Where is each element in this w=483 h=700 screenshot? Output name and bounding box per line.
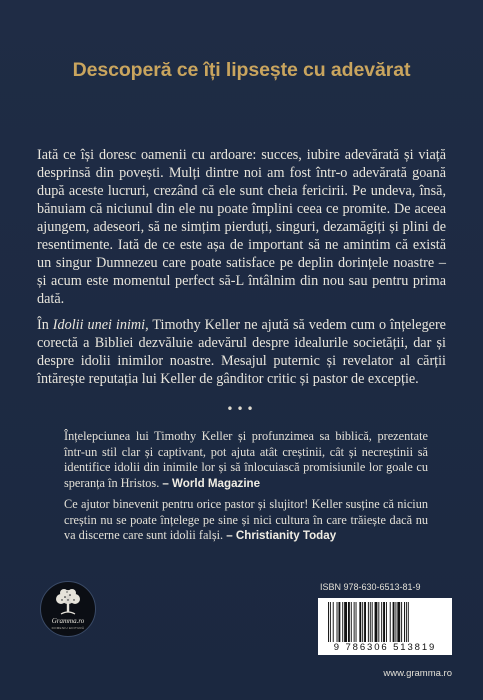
headline: Descoperă ce îți lipsește cu adevărat <box>72 59 411 81</box>
quote-1-source: – World Magazine <box>162 476 261 490</box>
barcode-bar <box>351 602 352 642</box>
book-title: Idolii unei inimi <box>52 317 146 333</box>
paragraph-2-prefix: În <box>37 317 53 333</box>
publisher-website: www.gramma.ro <box>383 668 452 679</box>
quote-1-text: Înțelepciunea lui Timothy Keller și profunzimea sa biblică, prezentate într-un stil clar și captivant, pot ajuta atât creștinii, cât și necreștinii să identifice idolii din inimile lor și să înlocuiască promisiunile lor goale cu speranța în Hristos. <box>64 429 428 490</box>
barcode-bar <box>395 602 396 642</box>
isbn-label: ISBN 978-630-6513-81-9 <box>320 582 421 592</box>
barcode-digits: 9 786306 513819 <box>333 642 437 653</box>
quote-2-text: Ce ajutor binevenit pentru orice pastor și slujitor! Keller susține că niciun creștin nu se poate înțelege pe sine și nici cultura în care trăiește dacă nu va discerne care sunt idolii falși. <box>64 497 428 542</box>
barcode-bar <box>364 602 366 642</box>
publisher-logo-tagline: DOMENIU EDITURĂ <box>51 626 85 630</box>
paragraph-2-rest: , Timothy Keller ne ajută să vedem cum o înțelegere corectă a Bibliei dezvăluie adevărul despre idealurile societății, dar și despre idolii inimilor noastre. Mesajul puternic și revelator al cărții întărește reputația lui Keller de gânditor critic și pastor de excepție. <box>37 317 446 387</box>
barcode-bar <box>383 602 385 642</box>
barcode-bar <box>328 602 329 642</box>
barcode <box>318 598 452 655</box>
publisher-logo <box>40 581 96 637</box>
barcode-bar <box>344 602 347 642</box>
barcode-bar <box>337 602 338 642</box>
barcode-bar <box>348 602 350 642</box>
endorsement-quote-2 <box>64 497 428 544</box>
barcode-bar <box>378 602 379 642</box>
barcode-bar <box>330 602 331 642</box>
barcode-bar <box>362 602 363 642</box>
barcode-bar <box>333 602 334 642</box>
publisher-logo-name: Gramma.ro <box>51 617 85 625</box>
barcode-bar <box>356 602 357 642</box>
barcode-bars <box>328 602 442 642</box>
barcode-bar <box>359 602 361 642</box>
description-paragraph-1: Iată ce își doresc oamenii cu ardoare: succes, iubire adevărată și viață desprinsă din povești. Mulți dintre noi am fost într-o adevărată goană după aceste lucruri, crezând că ele sunt cheia fericirii. Pe undeva, însă, bănuiam că niciunul din ele nu poate împlini ceea ce promite. De aceea ajungem, adeseori, să ne simțim pierduți, singuri, dezamăgiți și plini de resentimente. Iată de ce este așa de important să ne amintim că există un singur Dumnezeu care poate satisface pe deplin dorințele noastre – și acum este momentul perfect să-L întâlnim din nou sau pentru prima dată. <box>37 147 446 307</box>
barcode-bar <box>406 602 407 642</box>
endorsement-quote-1 <box>64 429 428 491</box>
barcode-bar <box>408 602 409 642</box>
barcode-bar <box>404 602 405 642</box>
description-paragraph-2 <box>37 316 446 388</box>
barcode-bar <box>381 602 382 642</box>
tree-icon <box>53 588 83 616</box>
barcode-bar <box>386 602 387 642</box>
quote-2-source: – Christianity Today <box>226 529 337 542</box>
barcode-bar <box>338 602 340 642</box>
barcode-bar <box>370 602 371 642</box>
barcode-bar <box>390 602 391 642</box>
barcode-bar <box>354 602 355 642</box>
barcode-bar <box>368 602 369 642</box>
barcode-bar <box>342 602 343 642</box>
barcode-bar <box>372 602 373 642</box>
separator-dots: ••• <box>226 402 257 416</box>
barcode-bar <box>401 602 402 642</box>
barcode-bar <box>393 602 395 642</box>
barcode-bar <box>397 602 400 642</box>
barcode-bar <box>375 602 378 642</box>
